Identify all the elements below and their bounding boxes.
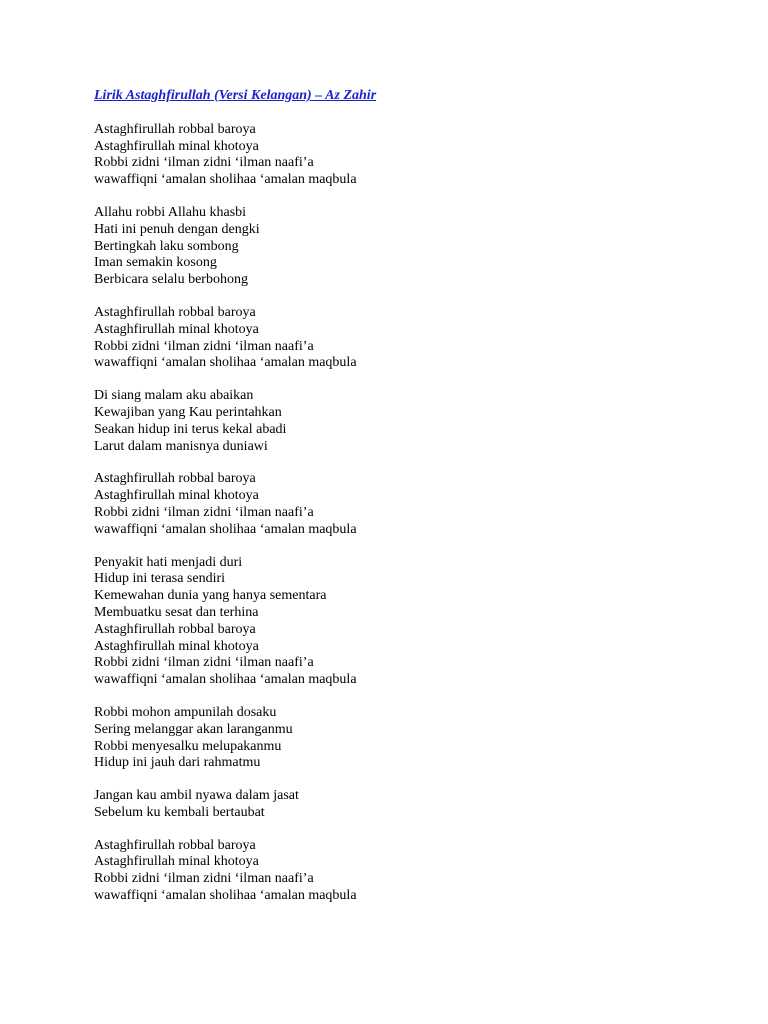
lyrics-line: Astaghfirullah minal khotoya <box>94 321 259 337</box>
lyrics-line: Hidup ini terasa sendiri <box>94 571 226 587</box>
lyrics-line: Kemewahan dunia yang hanya sementara <box>94 588 327 604</box>
lyrics-stanza <box>94 305 734 372</box>
lyrics-stanza <box>94 388 734 455</box>
lyrics-line: Robbi zidni ‘ilman zidni ‘ilman naafi’a <box>94 655 314 671</box>
lyrics-line: Astaghfirullah robbal baroya <box>94 471 256 487</box>
lyrics-line: Robbi mohon ampunilah dosaku <box>94 704 277 720</box>
lyrics-line: wawaffiqni ‘amalan sholihaa ‘amalan maqbula <box>94 521 357 537</box>
lyrics-line: Bertingkah laku sombong <box>94 238 239 254</box>
lyrics-line: Di siang malam aku abaikan <box>94 388 254 404</box>
lyrics-line: Larut dalam manisnya duniawi <box>94 438 268 454</box>
lyrics-line: Membuatku sesat dan terhina <box>94 604 259 620</box>
lyrics-stanza <box>94 788 734 822</box>
lyrics-line: Astaghfirullah robbal baroya <box>94 121 256 137</box>
lyrics-line: wawaffiqni ‘amalan sholihaa ‘amalan maqbula <box>94 672 357 688</box>
lyrics-body <box>94 122 734 905</box>
lyrics-line: Robbi menyesalku melupakanmu <box>94 738 282 754</box>
document-page <box>94 88 734 921</box>
lyrics-line: Astaghfirullah minal khotoya <box>94 138 259 154</box>
lyrics-line: wawaffiqni ‘amalan sholihaa ‘amalan maqbula <box>94 888 357 904</box>
lyrics-line: Astaghfirullah robbal baroya <box>94 837 256 853</box>
lyrics-stanza <box>94 122 734 189</box>
lyrics-stanza <box>94 705 734 772</box>
lyrics-line: Robbi zidni ‘ilman zidni ‘ilman naafi’a <box>94 338 314 354</box>
lyrics-line: Kewajiban yang Kau perintahkan <box>94 404 282 420</box>
lyrics-line: Seakan hidup ini terus kekal abadi <box>94 421 287 437</box>
lyrics-line: wawaffiqni ‘amalan sholihaa ‘amalan maqbula <box>94 172 357 188</box>
lyrics-line: Jangan kau ambil nyawa dalam jasat <box>94 788 299 804</box>
lyrics-stanza <box>94 555 734 689</box>
lyrics-title-link[interactable]: Lirik Astaghfirullah (Versi Kelangan) – Az Zahir <box>94 88 377 103</box>
lyrics-line: Robbi zidni ‘ilman zidni ‘ilman naafi’a <box>94 155 314 171</box>
lyrics-line: wawaffiqni ‘amalan sholihaa ‘amalan maqbula <box>94 355 357 371</box>
lyrics-line: Penyakit hati menjadi duri <box>94 554 243 570</box>
lyrics-stanza <box>94 838 734 905</box>
lyrics-stanza <box>94 205 734 289</box>
lyrics-line: Allahu robbi Allahu khasbi <box>94 204 247 220</box>
lyrics-line: Astaghfirullah minal khotoya <box>94 488 259 504</box>
lyrics-line: Hati ini penuh dengan dengki <box>94 221 260 237</box>
lyrics-line: Robbi zidni ‘ilman zidni ‘ilman naafi’a <box>94 871 314 887</box>
lyrics-line: Sering melanggar akan laranganmu <box>94 721 293 737</box>
lyrics-line: Astaghfirullah robbal baroya <box>94 621 256 637</box>
lyrics-stanza <box>94 471 734 538</box>
lyrics-line: Astaghfirullah robbal baroya <box>94 304 256 320</box>
lyrics-line: Astaghfirullah minal khotoya <box>94 638 259 654</box>
lyrics-line: Iman semakin kosong <box>94 255 217 271</box>
lyrics-line: Berbicara selalu berbohong <box>94 272 248 288</box>
lyrics-line: Robbi zidni ‘ilman zidni ‘ilman naafi’a <box>94 504 314 520</box>
lyrics-line: Astaghfirullah minal khotoya <box>94 854 259 870</box>
lyrics-line: Hidup ini jauh dari rahmatmu <box>94 755 261 771</box>
lyrics-line: Sebelum ku kembali bertaubat <box>94 804 265 820</box>
